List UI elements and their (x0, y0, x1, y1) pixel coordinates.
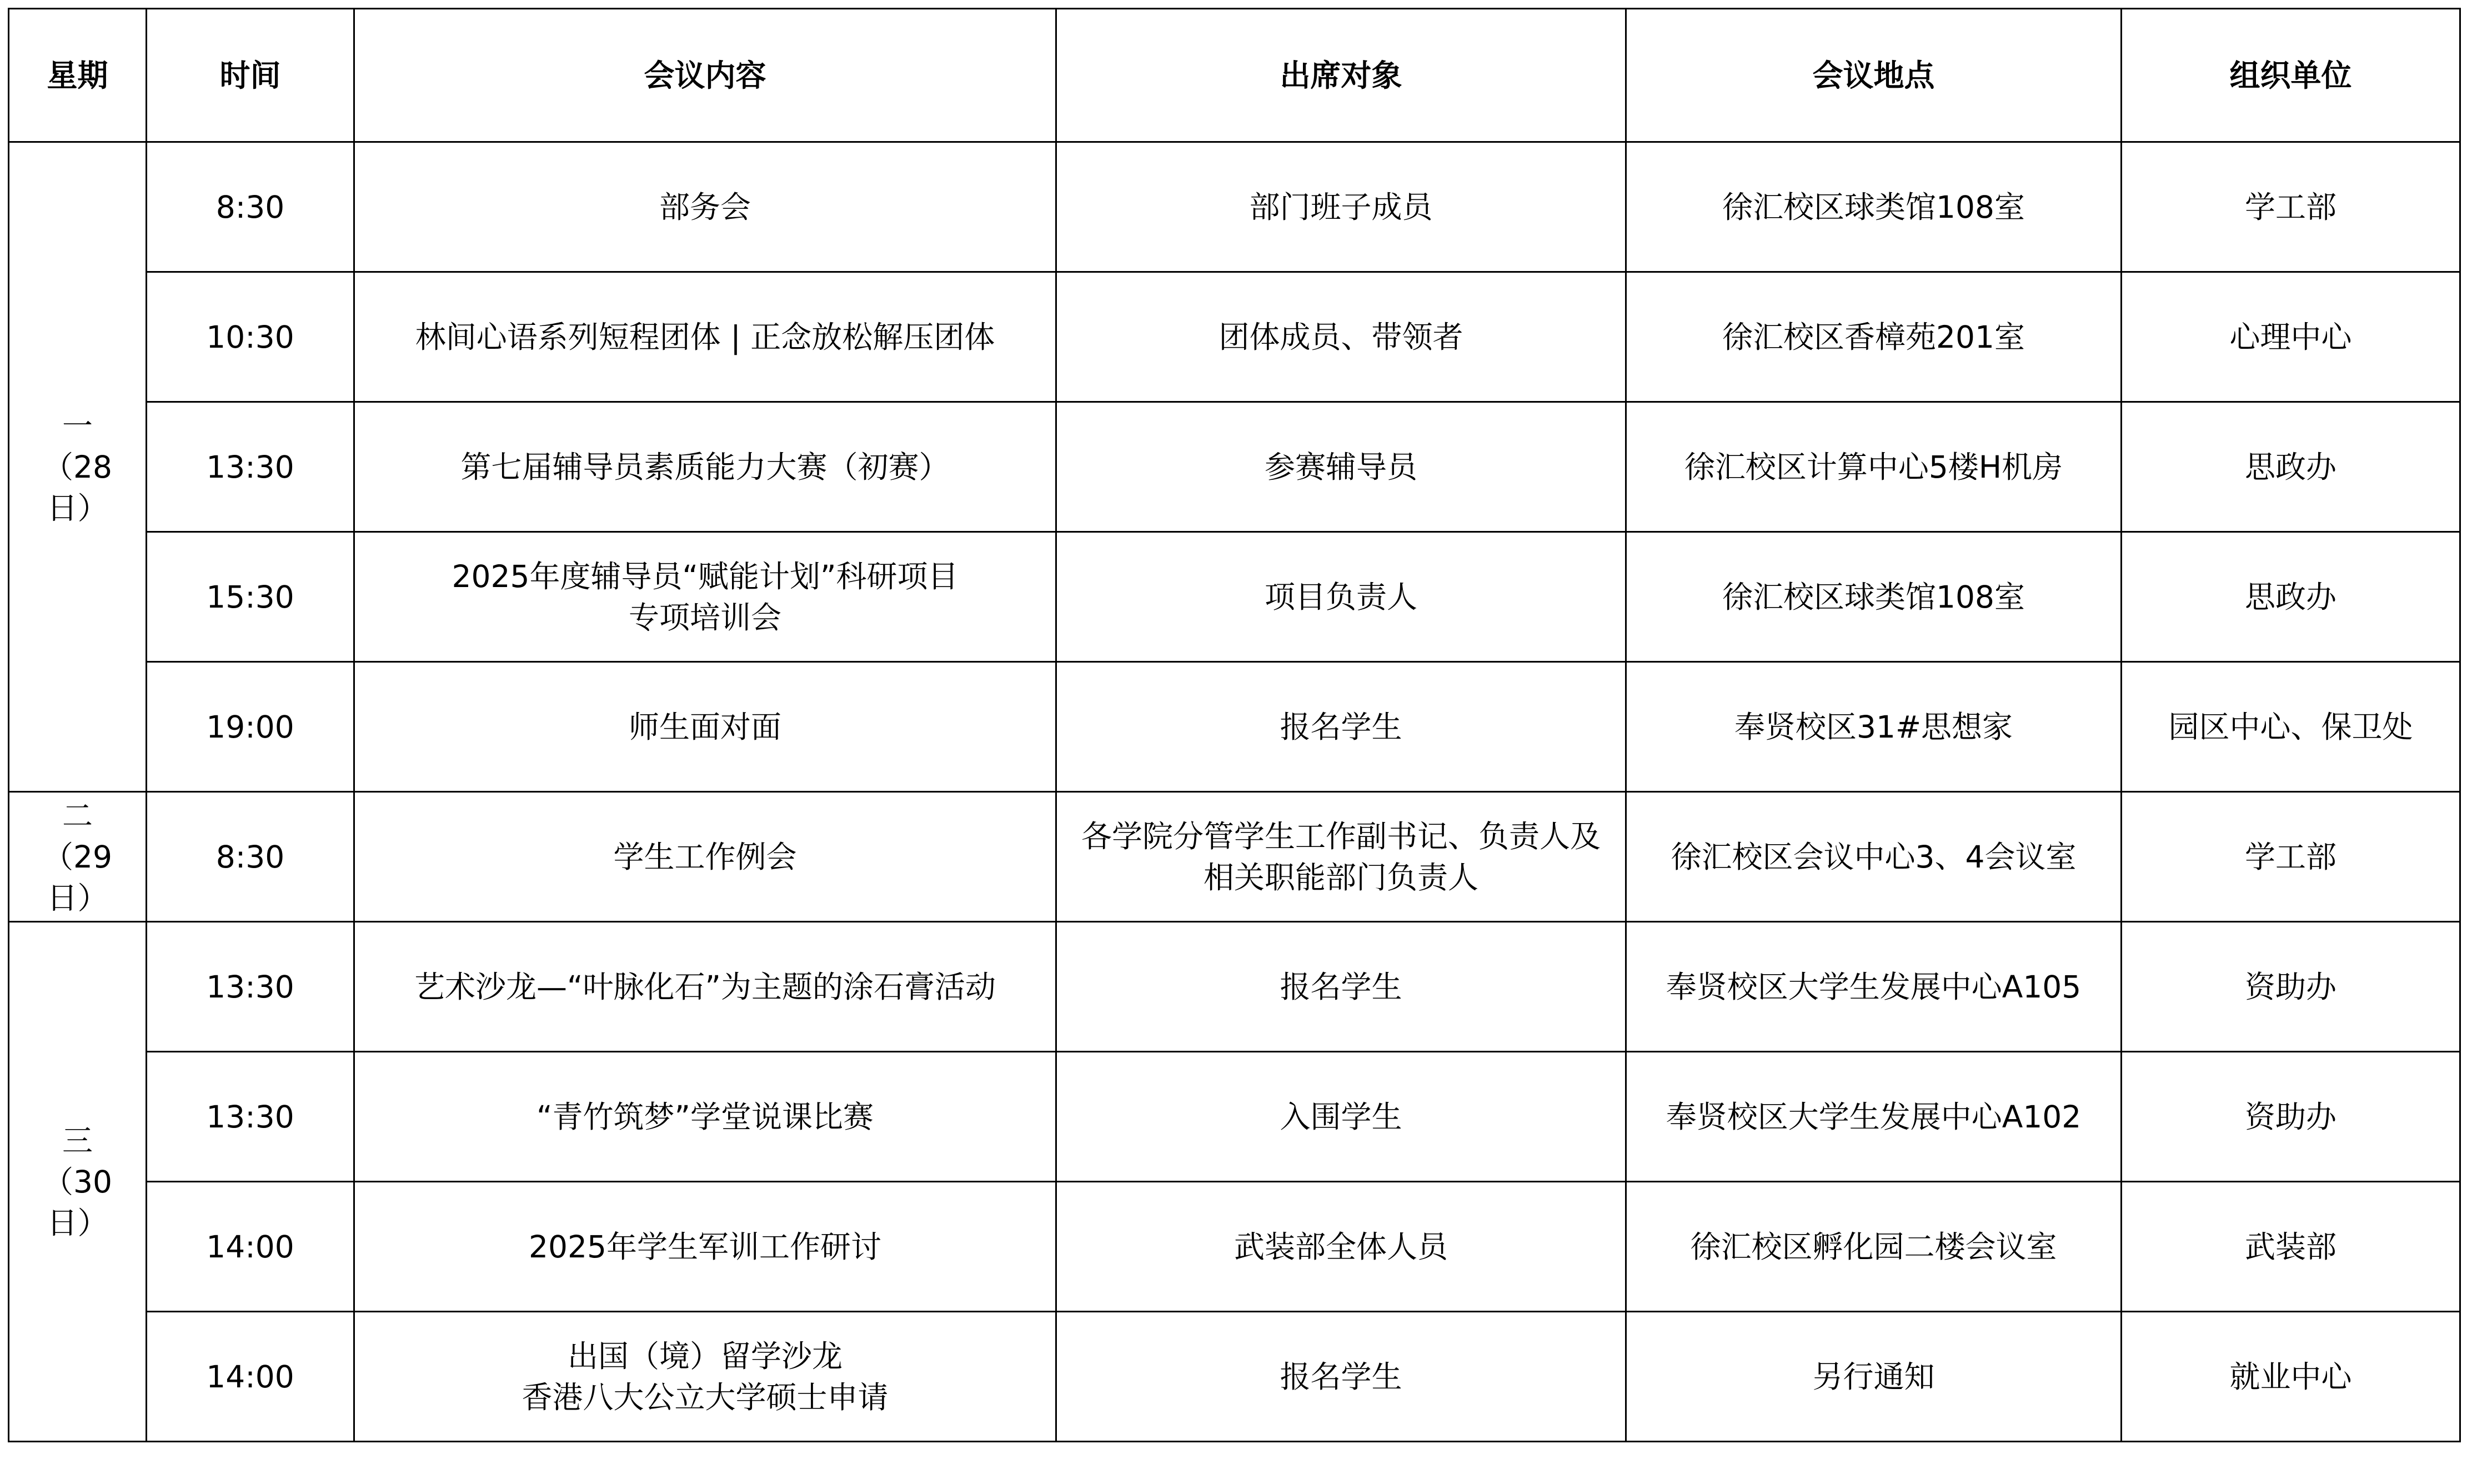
location-cell: 徐汇校区球类馆108室 (1626, 532, 2122, 662)
header-time: 时间 (147, 9, 354, 142)
location-cell: 徐汇校区会议中心3、4会议室 (1626, 792, 2122, 922)
content-line: 出国（境）留学沙龙 (567, 1338, 843, 1374)
day-date: （28日） (43, 449, 112, 526)
table-row (9, 1182, 2460, 1312)
content-line: 香港八大公立大学硕士申请 (522, 1379, 889, 1415)
attendees-cell: 入围学生 (1056, 1052, 1626, 1182)
table-row (9, 532, 2460, 662)
content-line: 部务会 (659, 189, 751, 225)
organizer-cell: 资助办 (2122, 1052, 2460, 1182)
organizer-cell: 思政办 (2122, 402, 2460, 532)
time-cell: 13:30 (147, 402, 354, 532)
attendees-cell: 部门班子成员 (1056, 142, 1626, 272)
header-row (9, 9, 2460, 142)
organizer-cell: 资助办 (2122, 922, 2460, 1052)
content-cell (354, 792, 1056, 922)
organizer-cell: 就业中心 (2122, 1312, 2460, 1442)
content-line: 2025年度辅导员“赋能计划”科研项目 (452, 558, 959, 594)
day-cell-tuesday (9, 792, 147, 922)
header-content: 会议内容 (354, 9, 1056, 142)
table-row (9, 662, 2460, 792)
location-cell: 奉贤校区大学生发展中心A105 (1626, 922, 2122, 1052)
content-cell (354, 532, 1056, 662)
day-name: 一 (62, 408, 93, 444)
day-date: （30日） (43, 1164, 112, 1241)
day-name: 二 (62, 798, 93, 834)
time-cell: 13:30 (147, 922, 354, 1052)
content-line: 2025年学生军训工作研讨 (529, 1229, 881, 1265)
content-line: “青竹筑梦”学堂说课比赛 (536, 1099, 874, 1135)
day-date: （29日） (43, 839, 112, 916)
content-cell (354, 1312, 1056, 1442)
organizer-cell: 武装部 (2122, 1182, 2460, 1312)
content-line: 林间心语系列短程团体 | 正念放松解压团体 (415, 319, 995, 355)
table-row (9, 402, 2460, 532)
organizer-cell: 学工部 (2122, 142, 2460, 272)
content-cell (354, 1182, 1056, 1312)
time-cell: 13:30 (147, 1052, 354, 1182)
location-cell: 徐汇校区孵化园二楼会议室 (1626, 1182, 2122, 1312)
location-cell: 徐汇校区香樟苑201室 (1626, 272, 2122, 402)
organizer-cell: 园区中心、保卫处 (2122, 662, 2460, 792)
content-line: 艺术沙龙—“叶脉化石”为主题的涂石膏活动 (414, 969, 996, 1005)
content-cell (354, 662, 1056, 792)
content-cell (354, 142, 1056, 272)
table-row (9, 792, 2460, 922)
attendees-cell: 武装部全体人员 (1056, 1182, 1626, 1312)
time-cell: 10:30 (147, 272, 354, 402)
content-line: 专项培训会 (628, 599, 781, 635)
meeting-schedule-table (8, 8, 2461, 1442)
attendees-cell: 报名学生 (1056, 662, 1626, 792)
content-cell (354, 922, 1056, 1052)
header-attendees: 出席对象 (1056, 9, 1626, 142)
attendees-cell: 团体成员、带领者 (1056, 272, 1626, 402)
content-line: 学生工作例会 (613, 839, 797, 875)
content-line: 师生面对面 (628, 709, 781, 745)
time-cell: 14:00 (147, 1182, 354, 1312)
location-cell: 徐汇校区球类馆108室 (1626, 142, 2122, 272)
attendees-cell: 项目负责人 (1056, 532, 1626, 662)
content-cell (354, 402, 1056, 532)
table-row (9, 922, 2460, 1052)
day-cell-wednesday (9, 922, 147, 1442)
attendees-cell: 参赛辅导员 (1056, 402, 1626, 532)
table-row (9, 142, 2460, 272)
location-cell: 另行通知 (1626, 1312, 2122, 1442)
day-name: 三 (62, 1122, 93, 1159)
table-row (9, 272, 2460, 402)
attendees-cell: 报名学生 (1056, 1312, 1626, 1442)
time-cell: 8:30 (147, 142, 354, 272)
time-cell: 14:00 (147, 1312, 354, 1442)
time-cell: 19:00 (147, 662, 354, 792)
content-cell (354, 272, 1056, 402)
attendees-cell: 各学院分管学生工作副书记、负责人及相关职能部门负责人 (1056, 792, 1626, 922)
table-row (9, 1312, 2460, 1442)
organizer-cell: 心理中心 (2122, 272, 2460, 402)
content-cell (354, 1052, 1056, 1182)
attendees-cell: 报名学生 (1056, 922, 1626, 1052)
location-cell: 奉贤校区31#思想家 (1626, 662, 2122, 792)
header-day: 星期 (9, 9, 147, 142)
day-cell-monday (9, 142, 147, 792)
time-cell: 8:30 (147, 792, 354, 922)
location-cell: 奉贤校区大学生发展中心A102 (1626, 1052, 2122, 1182)
header-organizer: 组织单位 (2122, 9, 2460, 142)
organizer-cell: 思政办 (2122, 532, 2460, 662)
content-line: 第七届辅导员素质能力大赛（初赛） (460, 449, 950, 485)
table-row (9, 1052, 2460, 1182)
location-cell: 徐汇校区计算中心5楼H机房 (1626, 402, 2122, 532)
organizer-cell: 学工部 (2122, 792, 2460, 922)
header-location: 会议地点 (1626, 9, 2122, 142)
time-cell: 15:30 (147, 532, 354, 662)
